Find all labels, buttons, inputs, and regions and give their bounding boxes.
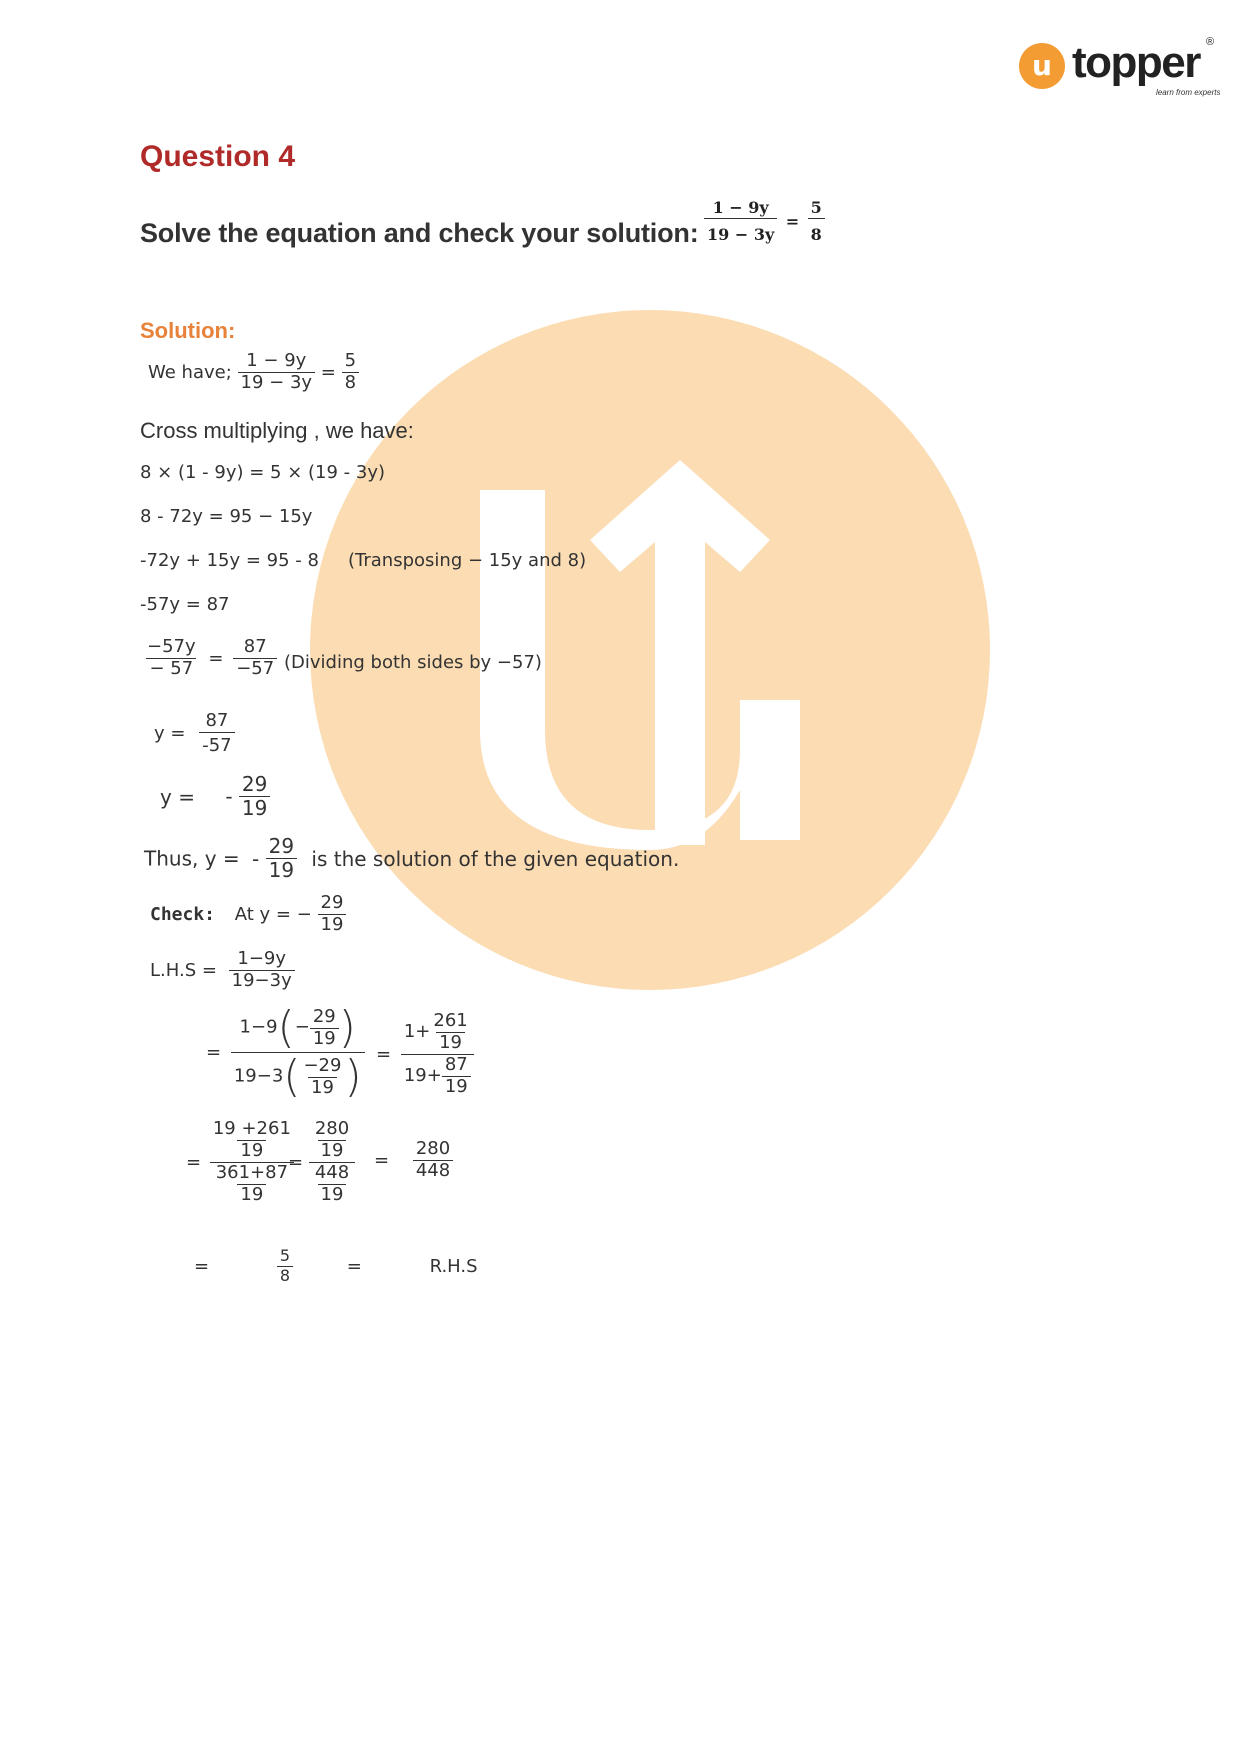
complex-fraction-1-body: 1−9(− $\frac{29}{19}$ ) 19−3( $\frac{-29}{19}$ ) (231, 1006, 365, 1099)
brand-logo (1018, 36, 1221, 110)
question-equation: $\frac{1 - 9y}{19 - 3y}$ = $\frac{5}{8}$ (704, 200, 825, 244)
check-fraction: $\frac{29}{19}$ (318, 894, 347, 935)
watermark-logo (310, 310, 990, 990)
question-title: Question 4 (140, 140, 296, 173)
thus-fraction: $\frac{29}{19}$ (266, 836, 297, 881)
brand-tagline: learn from experts (1156, 88, 1221, 97)
step-2: 8 - 72y = 95 − 15y (140, 506, 313, 527)
question-prompt: Solve the equation and check your solution: (140, 218, 699, 248)
complex-fraction-2-body: 1+ $\frac{261}{19}$ 19+ $\frac{87}{19}$ (401, 1012, 474, 1097)
stacked-fraction-1-body: $\frac{\frac{19 +261}{19}}{\frac{361+87}{19}}$ (207, 1120, 297, 1205)
brand-registered-mark: ® (1206, 36, 1215, 48)
we-have-line: We have; $\frac{1 - 9y}{19 - 3y}$ = $\frac{5}{8}$ (148, 352, 359, 393)
cross-multiplying-text: Cross multiplying , we have: (140, 418, 414, 443)
final-fraction: $\frac{5}{8}$ (277, 1248, 293, 1285)
we-have-lhs-fraction: $\frac{1 - 9y}{19 - 3y}$ (238, 352, 316, 393)
brand-u-circle-icon (1018, 42, 1066, 90)
lhs-fraction: $\frac{1-9y}{19-3y}$ (229, 950, 295, 991)
question-rhs-fraction: $\frac{5}{8}$ (808, 200, 825, 244)
complex-fraction-1: = 1−9(− $\frac{29}{19}$ ) 19−3( $\frac{-29}{19}$ ) (206, 1006, 365, 1099)
result-fraction-body: $\frac{280}{448}$ (413, 1140, 453, 1181)
step-4: -57y = 87 (140, 594, 230, 615)
stacked-fraction-2-body: $\frac{\frac{280}{19}}{\frac{448}{19}}$ (309, 1120, 355, 1205)
step-5-rhs-fraction: $\frac{87}{-57}$ (233, 638, 277, 679)
check-line: Check: At y = − $\frac{29}{19}$ (150, 894, 346, 935)
brand-name: topper (1072, 38, 1200, 87)
solution-label: Solution: (140, 318, 236, 343)
step-6-fraction: $\frac{87}{-57}$ (199, 712, 234, 756)
step-5-lhs-fraction: $\frac{-57y}{- 57}$ (147, 636, 196, 679)
we-have-rhs-fraction: $\frac{5}{8}$ (342, 352, 359, 393)
thus-line: Thus, y = - $\frac{29}{19}$ is the solution of the given equation. (144, 834, 680, 882)
step-1: 8 × (1 - 9y) = 5 × (19 - 3y) (140, 462, 386, 483)
stacked-fraction-1: = $\frac{\frac{19 +261}{19}}{\frac{361+87}{19}}$ (186, 1120, 297, 1205)
lhs-line: L.H.S = $\frac{1-9y}{19-3y}$ (150, 950, 295, 991)
step-7: y = - $\frac{29}{19}$ (160, 774, 270, 819)
step-5: $\frac{-57y}{- 57}$ = $\frac{87}{-57}$ (144, 638, 277, 679)
stacked-fraction-2: = $\frac{\frac{280}{19}}{\frac{448}{19}}$ (288, 1120, 355, 1205)
step-6: y = $\frac{87}{-57}$ (154, 712, 235, 756)
step-3: -72y + 15y = 95 - 8 (140, 550, 319, 571)
question-lhs-fraction: $\frac{1 - 9y}{19 - 3y}$ (704, 200, 777, 244)
svg-text:u: u (1032, 49, 1052, 82)
step-5-note: (Dividing both sides by −57) (284, 652, 542, 673)
complex-fraction-2: = 1+ $\frac{261}{19}$ 19+ $\frac{87}{19}$ (376, 1012, 474, 1097)
result-fraction: = $\frac{280}{448}$ (374, 1140, 453, 1181)
final-line: = $\frac{5}{8}$ = R.H.S (194, 1246, 478, 1285)
step-7-fraction: $\frac{29}{19}$ (239, 774, 270, 819)
step-3-note: (Transposing − 15y and 8) (348, 550, 587, 571)
